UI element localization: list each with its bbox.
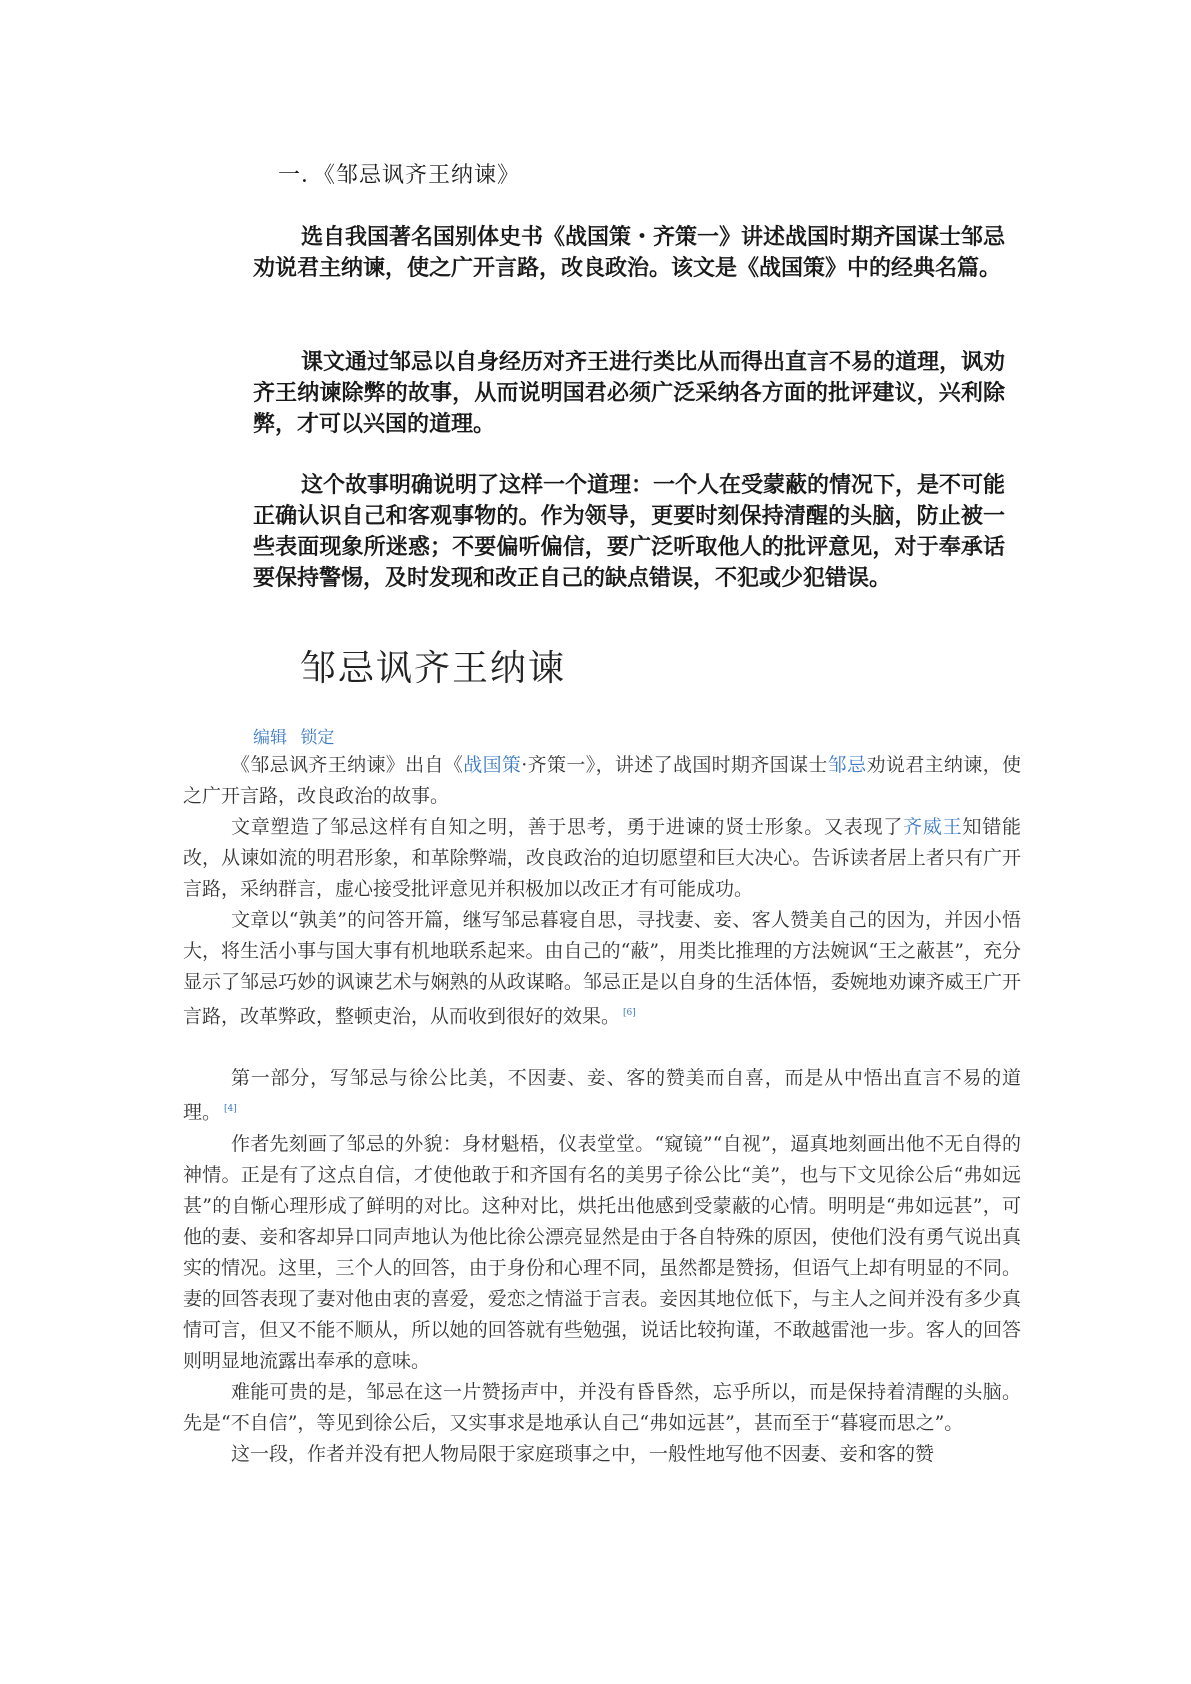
- reference-4[interactable]: [4]: [224, 1104, 237, 1115]
- text-span: 文章以“孰美”的问答开篇，继写邹忌暮寝自思，寻找妻、妾、客人赞美自己的因为，并因小悟大，将生活小事与国大事有机地联系起来。由自己的“蔽”，用类比推理的方法婉讽“王之蔽甚”，充分显示了邹忌巧妙的讽谏艺术与娴熟的从政谋略。邹忌正是以自身的生活体悟，委婉地劝谏齐威王广开言路，改革弊政，整顿吏治，从而收到很好的效果。: [183, 909, 1021, 1028]
- article-title: 邹忌讽齐王纳谏: [300, 648, 567, 689]
- article-paragraph-4: [183, 1063, 1021, 1128]
- text-span: 劝说君主纳谏，使之广开言路，改良政治的故事。: [183, 754, 1021, 807]
- article-body: [183, 750, 1021, 1470]
- article-paragraph-5: 作者先刻画了邹忌的外貌：身材魁梧，仪表堂堂。“窥镜”“自视”，逼真地刻画出他不无自得的神情。正是有了这点自信，才使他敢于和齐国有名的美男子徐公比“美”，也与下文见徐公后“弗如远甚”的自惭心理形成了鲜明的对比。这种对比，烘托出他感到受蒙蔽的心情。明明是“弗如远甚”，可他的妻、妾和客却异口同声地认为他比徐公漂亮显然是由于各自特殊的原因，使他们没有勇气说出真实的情况。这里，三个人的回答，由于身份和心理不同，虽然都是赞扬，但语气上却有明显的不同。妻的回答表现了妻对他由衷的喜爱，爱恋之情溢于言表。妾因其地位低下，与主人之间并没有多少真情可言，但又不能不顺从，所以她的回答就有些勉强，说话比较拘谨，不敢越雷池一步。客人的回答则明显地流露出奉承的意味。: [183, 1132, 1021, 1372]
- section-heading: 一．《邹忌讽齐王纳谏》: [278, 163, 521, 188]
- article-paragraph-1: [183, 750, 1021, 812]
- link-qiweiwang[interactable]: 齐威王: [903, 816, 963, 838]
- article-paragraph-7: 这一段，作者并没有把人物局限于家庭琐事之中，一般性地写他不因妻、妾和客的赞: [231, 1442, 935, 1465]
- text-span: 《邹忌讽齐王纳谏》出自《: [231, 754, 464, 776]
- article-paragraph-6: 难能可贵的是，邹忌在这一片赞扬声中，并没有昏昏然，忘乎所以，而是保持着清醒的头脑。先是“不自信”，等见到徐公后，又实事求是地承认自己“弗如远甚”，甚而至于“暮寝而思之”。: [183, 1380, 1021, 1434]
- intro-paragraph-1: 选自我国著名国别体史书《战国策・齐策一》讲述战国时期齐国谋士邹忌劝说君主纳谏，使之广开言路，改良政治。该文是《战国策》中的经典名篇。: [253, 225, 1006, 281]
- reference-6[interactable]: [6]: [623, 1008, 636, 1018]
- link-zouji[interactable]: 邹忌: [827, 754, 867, 776]
- intro-paragraph-2: 课文通过邹忌以自身经历对齐王进行类比从而得出直言不易的道理，讽劝齐王纳谏除弊的故事，从而说明国君必须广泛采纳各方面的批评建议，兴利除弊，才可以兴国的道理。: [253, 350, 1006, 437]
- article-paragraph-2: [183, 812, 1021, 905]
- text-span: ·齐策一》，讲述了战国时期齐国谋士: [521, 754, 828, 776]
- text-span: 文章塑造了邹忌这样有自知之明，善于思考，勇于进谏的贤士形象。又表现了: [231, 816, 904, 838]
- edit-links: [253, 723, 342, 748]
- link-zhanguoce[interactable]: 战国策: [463, 754, 522, 776]
- text-span: 第一部分，写邹忌与徐公比美，不因妻、妾、客的赞美而自喜，而是从中悟出直言不易的道理。: [183, 1067, 1021, 1124]
- lock-link[interactable]: 锁定: [300, 728, 335, 748]
- text-span: 知错能改，从谏如流的明君形象，和革除弊端，改良政治的迫切愿望和巨大决心。告诉读者居上者只有广开言路，采纳群言，虚心接受批评意见并积极加以改正才有可能成功。: [183, 816, 1021, 900]
- edit-link[interactable]: 编辑: [253, 728, 287, 748]
- article-paragraph-3: [183, 905, 1021, 1032]
- intro-paragraph-3: 这个故事明确说明了这样一个道理：一个人在受蒙蔽的情况下，是不可能正确认识自己和客观事物的。作为领导，更要时刻保持清醒的头脑，防止被一些表面现象所迷惑；不要偏听偏信，要广泛听取他人的批评意见，对于奉承话要保持警惕，及时发现和改正自己的缺点错误，不犯或少犯错误。: [253, 473, 1006, 591]
